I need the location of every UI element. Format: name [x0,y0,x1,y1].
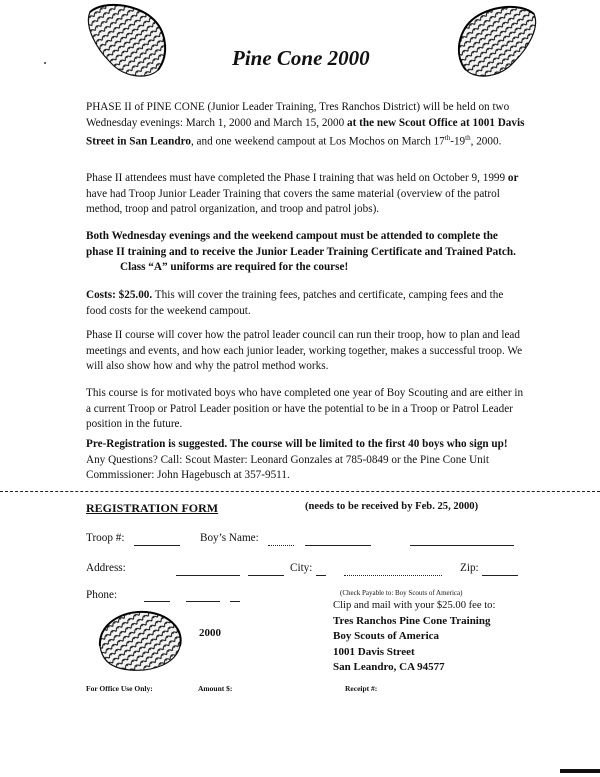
paragraph-bold: Pre-Registration is suggested. The course will be limited to the first 40 boys who sign up! [86,438,508,450]
paragraph-prerequisites [86,171,526,218]
paragraph-costs [86,288,526,319]
paragraph-bold: at the new Scout Office at 1001 Davis Street in San Leandro [86,116,525,148]
pine-cone-icon [452,4,540,82]
paragraph-course-content: Phase II course will cover how the patrol leader council can run their troop, how to plan and lead meetings and events, and how each junior leader, working together, makes a successful troop. We will also show how and why the patrol method works. [86,329,523,373]
paragraph-attendance [86,229,526,276]
mail-line: 1001 Davis Street [333,645,415,658]
boys-name-label: Boy’s Name: [200,532,259,544]
paragraph-text: Both Wednesday evenings and the weekend campout must be attended to complete the phase II training and to receive the Junior Leader Training Certificate and Trained Patch. [86,230,516,258]
superscript: th [444,134,451,143]
paragraph-text: This will cover the training fees, patches and certificate, camping fees and the food costs for the weekend campout. [86,289,504,317]
paragraph-text: , 2000. [470,135,502,148]
troop-field[interactable] [134,545,180,546]
receipt-label: Receipt #: [345,684,378,693]
scan-edge-mark [560,769,600,773]
paragraph-bold: or [507,172,519,184]
cut-line [0,491,600,492]
address-field[interactable] [176,575,240,576]
paragraph-text: PHASE II of PINE CONE (Junior Leader Training, Tres Ranchos District) will be held on two Wednesday evenings: March 1, 2000 and March 15, 2000 [86,101,510,129]
phone-label: Phone: [86,589,118,601]
page-title: Pine Cone 2000 [232,46,370,70]
superscript: th [465,134,471,143]
paragraph-text: Any Questions? Call: Scout Master: Leonard Gonzales at 785-0849 or the Pine Cone Unit Commissioner: John Hagebusch at 357-9511. [86,453,489,482]
check-payable-note: (Check Payable to: Boy Scouts of America) [340,589,463,597]
boys-name-field[interactable] [410,545,514,546]
phone-field[interactable] [144,601,170,602]
pine-cone-icon [84,2,172,82]
troop-label: Troop #: [86,532,125,544]
boys-name-field[interactable] [268,545,294,546]
pine-cone-icon [90,606,188,676]
boys-name-field[interactable] [305,545,371,546]
mailing-instructions [333,598,495,676]
paragraph-text: , and one weekend campout at Los Mochos on March 17 [190,135,445,148]
mail-line: Boy Scouts of America [333,630,440,642]
mail-line: Clip and mail with your $25.00 fee to: [333,600,496,611]
paragraph-text: Phase II attendees must have completed the Phase I training that was held on October 9, 1999 [86,172,508,184]
amount-label: Amount $: [198,684,233,693]
logo-year: 2000 [199,627,221,639]
mail-line: Tres Ranchos Pine Cone Training [333,614,491,627]
paragraph-phase-ii [86,100,526,151]
zip-field[interactable] [482,575,518,576]
registration-form-heading: REGISTRATION FORM [86,501,219,515]
mail-line: San Leandro, CA 94577 [333,661,445,673]
office-use-label: For Office Use Only: [86,684,153,693]
phone-field[interactable] [230,601,240,602]
paragraph-preregistration [86,437,526,484]
deadline-note: (needs to be received by Feb. 25, 2000) [305,501,479,512]
city-field[interactable] [316,575,326,576]
address-field[interactable] [248,575,284,576]
phone-field[interactable] [186,601,220,602]
paragraph-text: -19 [450,135,466,148]
city-field[interactable] [344,575,442,576]
zip-label: Zip: [460,562,479,574]
address-label: Address: [86,562,126,574]
city-label: City: [290,562,313,574]
paragraph-text: Class “A” uniforms are required for the course! [120,261,349,274]
paragraph-text: have had Troop Junior Leader Training that covers the same material (overview of the patrol method, troop and patrol organization, and troop and patrol jobs). [86,187,500,216]
paragraph-bold: Costs: $25.00. [86,289,153,301]
paragraph-eligibility: This course is for motivated boys who have completed one year of Boy Scouting and are either in a current Troop or Patrol Leader position or have the potential to be in a Troop or Patrol Leader position in the future. [86,387,524,431]
